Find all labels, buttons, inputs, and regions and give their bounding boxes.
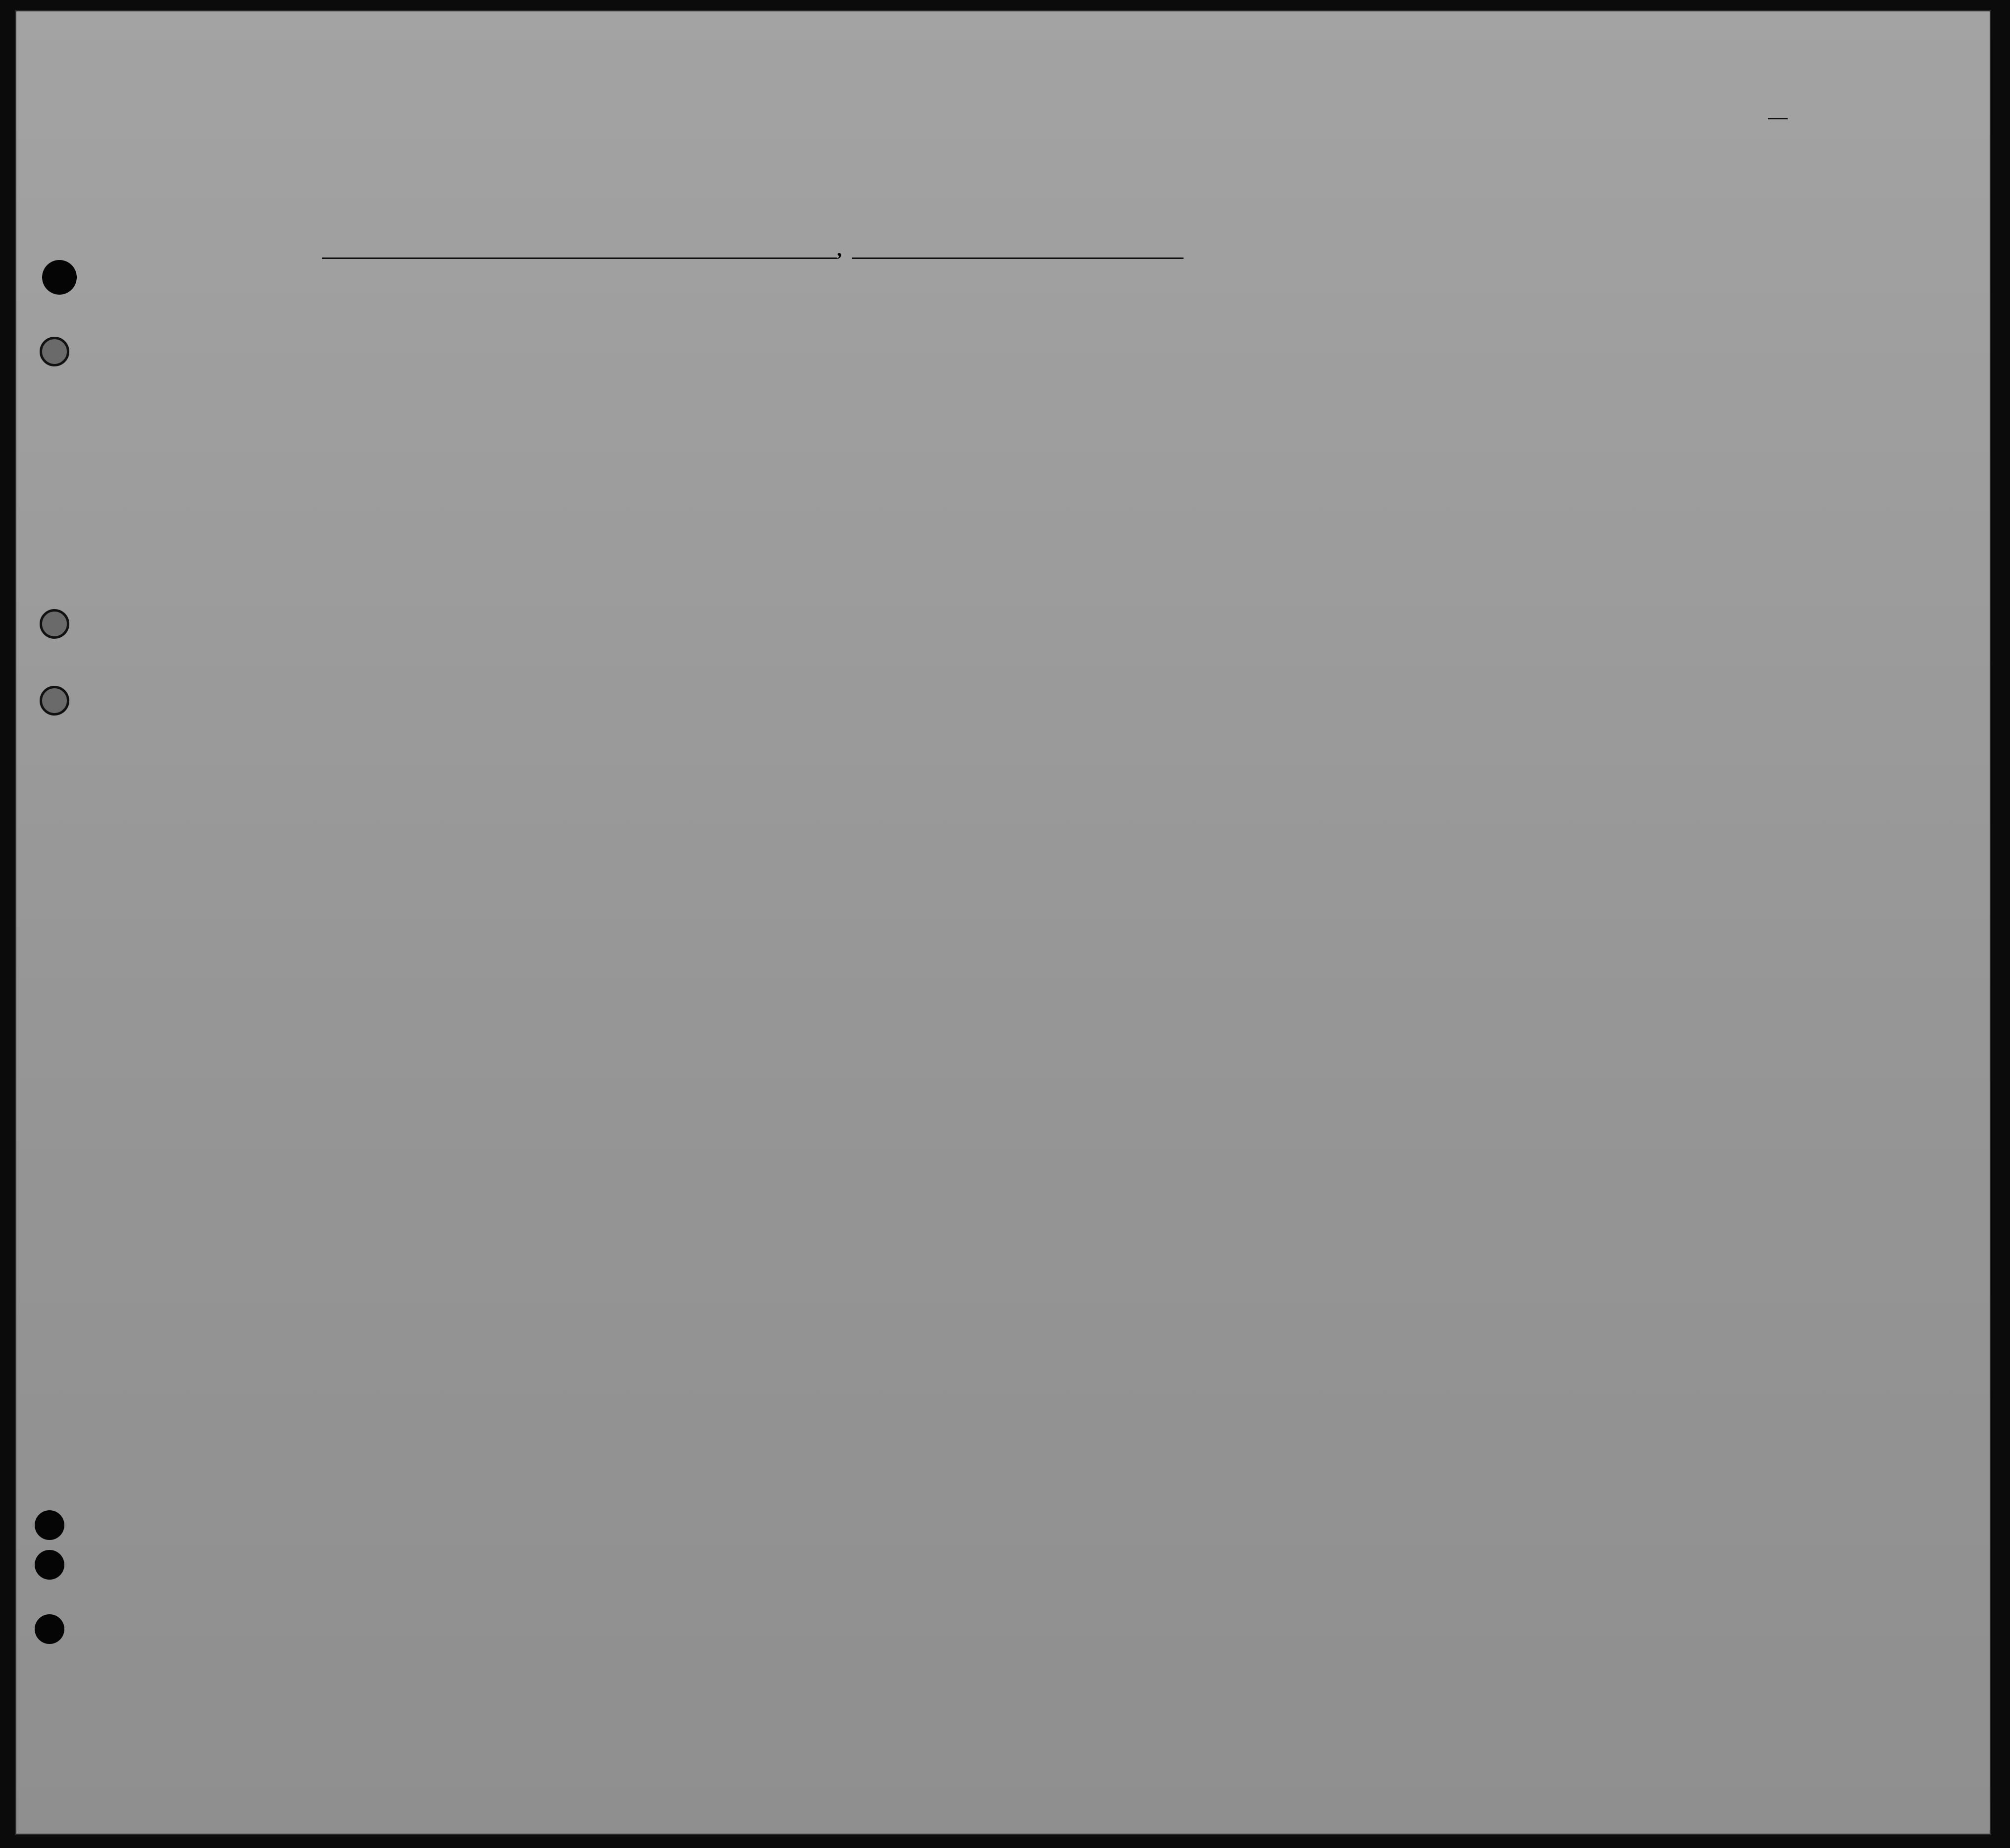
manifest-sheet (15, 10, 1991, 1835)
punch-hole (40, 686, 69, 716)
port-underline (322, 257, 837, 259)
comma: , (837, 238, 842, 260)
list-number (1768, 92, 1788, 118)
punch-hole (35, 1510, 64, 1540)
punch-hole (35, 1614, 64, 1644)
punch-hole (40, 609, 69, 639)
date-underline (852, 257, 1184, 259)
punch-hole (35, 1550, 64, 1580)
punch-hole (40, 337, 69, 366)
punch-hole (42, 260, 77, 295)
